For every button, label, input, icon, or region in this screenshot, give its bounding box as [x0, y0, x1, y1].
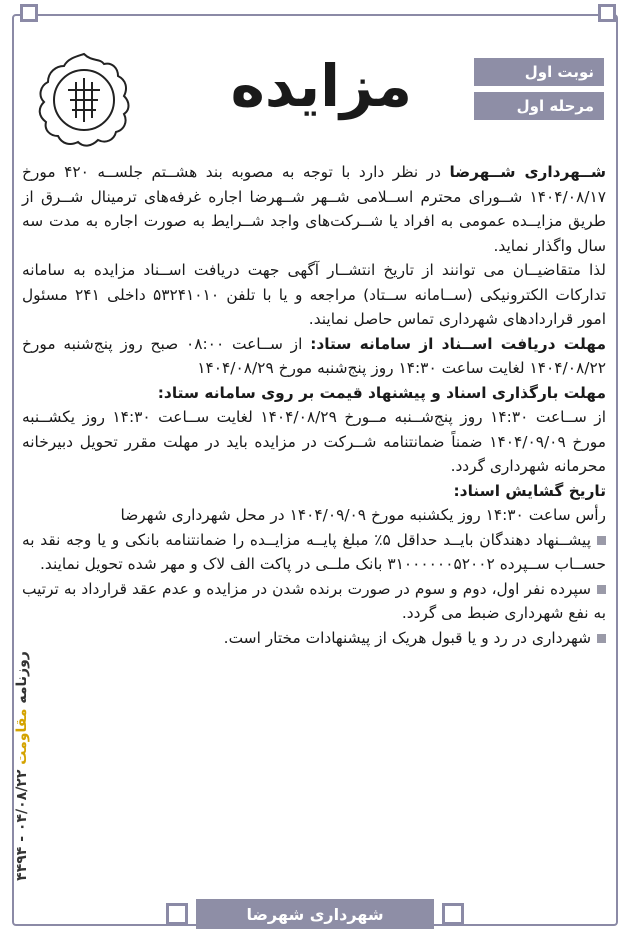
- footer-square-icon: [166, 903, 188, 925]
- bullet-text: پیشــنهاد دهندگان بایــد حداقل ۵٪ مبلغ پایــه مزایــده را ضمانتنامه بانکی و یا وجه نقد به حســاب ســپرده ۳۱۰۰۰۰۰۰۵۲۰۰۲ بانک ملــی در پاکت الف لاک و مهر شده تحویل نمایند.: [22, 530, 606, 573]
- frame-corner: [20, 4, 38, 22]
- opening-date-label: تاریخ گشایش اسناد:: [453, 481, 606, 500]
- intro-paragraph: [22, 160, 606, 258]
- intro-text: در نظر دارد با توجه به مصوبه بند هشــتم جلســه ۴۲۰ مورخ ۱۴۰۴/۰۸/۱۷ شــورای محترم اســلامی شــهر شــهرضا اجاره غرفه‌های ترمینال شــرق از طریق مزایــده عمومی به افراد یا شــرکت‌های واجد شــرایط به صورت اجاره به مدت سه سال واگذار نماید.: [22, 163, 606, 255]
- bullet-square-icon: [597, 585, 606, 594]
- opening-date-text: رأس ساعت ۱۴:۳۰ روز یکشنبه مورخ ۱۴۰۴/۰۹/۰۹ در محل شهرداری شهرضا: [120, 506, 606, 524]
- bullet-item: [22, 626, 606, 651]
- signature-label: شهرداری شهرضا: [196, 899, 434, 929]
- page-title: مزایده: [230, 52, 412, 120]
- bullet-text: سپرده نفر اول، دوم و سوم در صورت برنده شدن در مزایده و عدم عقد قرارداد به ترتیب به نفع شهرداری ضبط می گردد.: [22, 579, 606, 622]
- document-deadline: [22, 332, 606, 381]
- upload-deadline-label: مهلت بارگذاری اسناد و پیشنهاد قیمت بر روی سامانه ستاد:: [157, 383, 606, 402]
- contact-paragraph: لذا متقاضیــان می توانند از تاریخ انتشــار آگهی جهت دریافت اســناد مزایده به سامانه تدارکات الکترونیکی (ســامانه ســتاد) مراجعه و یا با تلفن ۵۳۲۴۱۰۱۰ داخلی ۲۴۱ مسئول امور قراردادهای شهرداری تماس حاصل نمایند.: [22, 261, 606, 328]
- issue-info: ۰۴/۰۸/۲۲ - ۴۴۹۴: [14, 769, 30, 881]
- document-deadline-label: مهلت دریافت اســناد از سامانه ستاد:: [310, 334, 606, 353]
- bullet-item: [22, 577, 606, 626]
- bullet-text: شهرداری در رد و یا قبول هریک از پیشنهادات مختار است.: [223, 628, 591, 647]
- upload-deadline-text: از ســاعت ۱۴:۳۰ روز پنج‌شــنبه مــورخ ۱۴۰۴/۰۸/۲۹ لغایت ســاعت ۱۴:۳۰ روز یکشــنبه مورخ ۱۴۰۴/۰۹/۰۹ ضمناً ضمانتنامه شــرکت در مزایده باید در مهلت مقرر تحویل دبیرخانه محرمانه شهرداری گردد.: [22, 408, 607, 475]
- newspaper-name: مقاومت: [14, 708, 30, 765]
- signature-footer: [160, 897, 470, 931]
- document-deadline-text: از ســاعت ۰۸:۰۰ صبح روز پنج‌شنبه مورخ ۱۴۰۴/۰۸/۲۲ لغایت ساعت ۱۴:۳۰ روز پنج‌شنبه مورخ ۱۴۰۴/۰۸/۲۹: [22, 334, 606, 377]
- stage-badge: مرحله اول: [474, 92, 604, 120]
- bullet-item: [22, 528, 606, 577]
- round-badge: نوبت اول: [474, 58, 604, 86]
- municipality-emblem-icon: [34, 50, 134, 150]
- bullet-square-icon: [597, 634, 606, 643]
- newspaper-label: روزنامه: [14, 651, 30, 704]
- bullet-square-icon: [597, 536, 606, 545]
- org-name: شــهرداری شــهرضا: [449, 163, 606, 181]
- footer-square-icon: [442, 903, 464, 925]
- newspaper-stamp: [14, 651, 30, 881]
- frame-corner: [598, 4, 616, 22]
- notice-body: [22, 160, 606, 650]
